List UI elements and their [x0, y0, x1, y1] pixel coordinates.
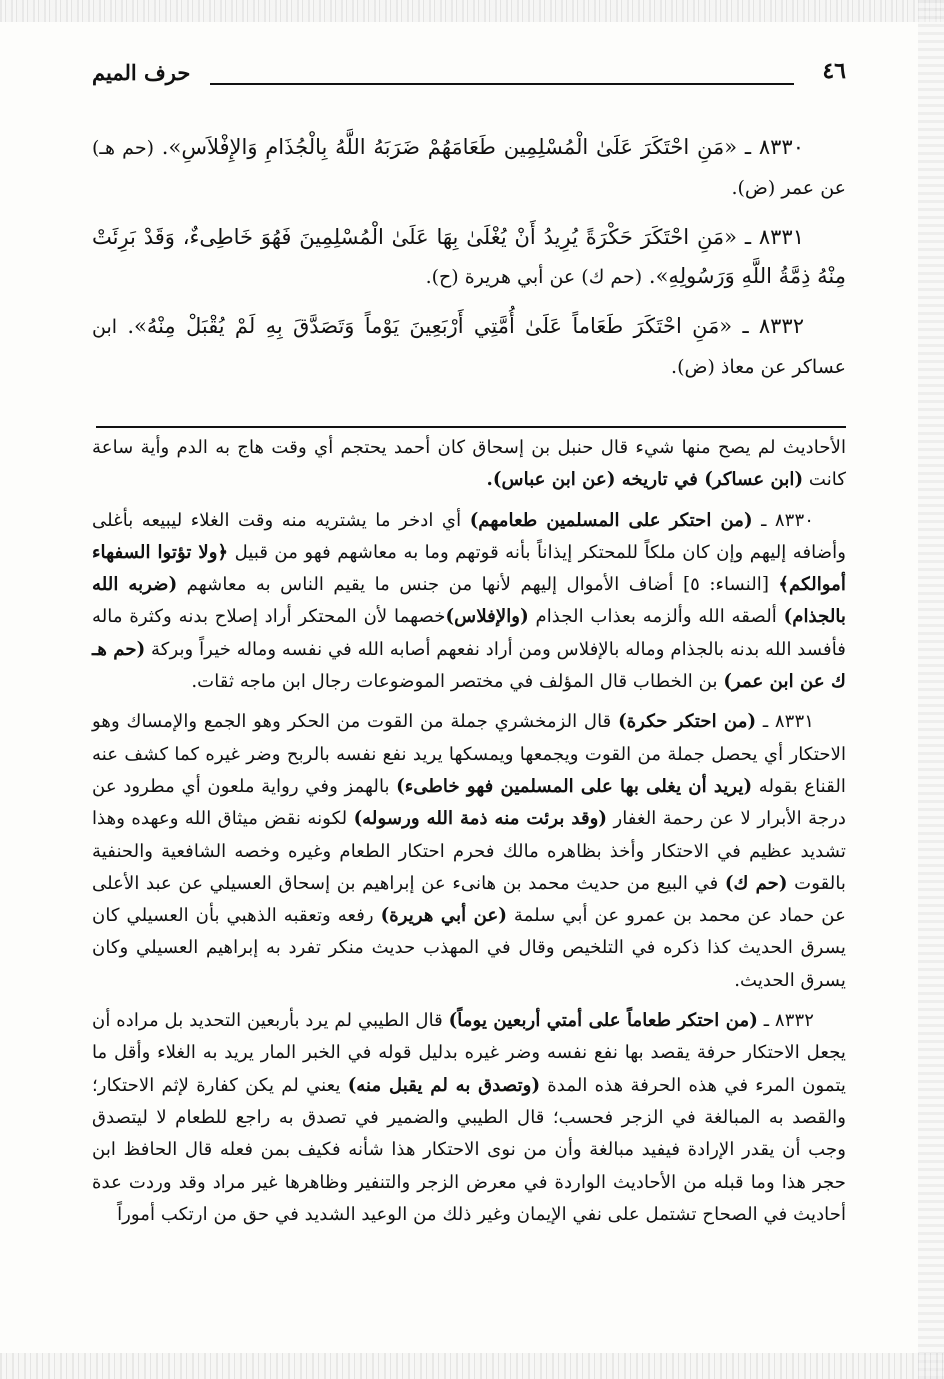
commentary-text: في البيع من حديث محمد بن هانىء عن إبراهيم بن إسحاق العسيلي عن عبد الأعلى عن حماد عن محمد بن عمرو عن أبي سلمة	[92, 872, 846, 927]
commentary-8332	[92, 1005, 846, 1231]
commentary-text: قال الزمخشري جملة من القوت من الحكر وهو الجمع والإمساك وهو الاحتكار أي يحصل جملة من القوت ويجمعها ويمسكها يريد نفع نفسه بالربح وضر غيره كما كشف عنه القناع بقوله	[92, 711, 846, 797]
hadith-text	[92, 128, 846, 397]
commentary-number: ٨٣٣٠ ـ	[761, 509, 814, 531]
hadith-entry-8332: ٨٣٣٢ ـ «مَنِ احْتَكَرَ طَعَاماً عَلَىٰ أُمَّتِي أَرْبَعِينَ يَوْماً وَتَصَدَّقَ بِهِ لَمْ يُقْبَلْ مِنْهُ». ابن عساكر عن معاذ (ض).	[92, 314, 846, 378]
hadith-source: (حم ك) عن أبي هريرة (ح).	[425, 266, 643, 288]
commentary-ref: (وتصدق به لم يقبل منه)	[347, 1074, 541, 1096]
hadith-body: «مَنِ احْتَكَرَ عَلَىٰ الْمُسْلِمِين طَعَامَهُمْ ضَرَبَهُ اللَّهُ بِالْجُذَامِ وَالإِفْلاَسِ».	[161, 135, 738, 159]
commentary-text: [النساء: ٥] أضاف الأموال إليهم لأنها من جنس ما يقيم الناس به معاشهم	[186, 574, 769, 596]
commentary-text: يعني لم يكن كفارة لإثم الاحتكار؛ والقصد به المبالغة في الزجر فحسب؛ قال الطيبي والضمير في تصدق به راجع للطعام لا ليتصدق وجب أن يقدر الإرادة فيفيد مبالغة وأن من نوى الاحتكار هذا شأنه فكيف بمن فعله قال الحافظ ابن حجر هذا وما قبله من الأحاديث الواردة في معرض الزجر والتنفير وظاهرها غير مراد وقد وردت عدة أحاديث في الصحاح تشتمل على نفي الإيمان وغير ذلك من الوعيد الشديد في حق من ارتكب أموراً	[92, 1074, 846, 1225]
hadith-entry-8330: ٨٣٣٠ ـ «مَنِ احْتَكَرَ عَلَىٰ الْمُسْلِمِين طَعَامَهُمْ ضَرَبَهُ اللَّهُ بِالْجُذَامِ وَالإِفْلاَسِ». (حم هـ) عن عمر (ض).	[92, 135, 846, 199]
commentary-ref: (يريد أن يغلى بها على المسلمين فهو خاطىء)	[396, 775, 753, 797]
hadith-entry-8331: ٨٣٣١ ـ «مَنِ احْتَكَرَ حَكْرَةً يُرِيدُ أَنْ يُغْلَىٰ بِهَا عَلَىٰ الْمُسْلِمِينَ فَهُوَ خَاطِىءٌ، وَقَدْ بَرِئَتْ مِنْهُ ذِمَّةُ اللَّهِ وَرَسُولِهِ». (حم ك) عن أبي هريرة (ح).	[92, 225, 846, 288]
commentary-number: ٨٣٣٢ ـ	[763, 1010, 814, 1032]
commentary-text: قال الطيبي لم يرد بأربعين التحديد بل مراده أن يجعل الاحتكار حرفة يقصد بها نفع نفسه وضر غيره بدليل قوله في الخبر المار يريد به الغلاء وأقل ما يتمون المرء في هذه الحرفة هذه المدة	[92, 1010, 846, 1096]
footnote-divider	[96, 426, 846, 428]
commentary-ref: (حم هـ ك عن ابن عمر)	[92, 638, 846, 693]
hadith-body: «مَنِ احْتَكَرَ طَعَاماً عَلَىٰ أُمَّتِي أَرْبَعِينَ يَوْماً وَتَصَدَّقَ بِهِ لَمْ يُقْبَلْ مِنْهُ».	[127, 314, 733, 338]
commentary-heading: (من احتكر طعاماً على أمتي أربعين يوماً)	[448, 1010, 758, 1032]
commentary-text: الأحاديث لم يصح منها شيء قال حنبل بن إسحاق كان أحمد يحتجم أي وقت هاج به الدم وأية ساعة كانت	[92, 437, 846, 491]
commentary-heading: (من احتكر على المسلمين طعامهم)	[469, 509, 753, 531]
page-header	[92, 58, 846, 98]
hadith-source: (حم هـ) عن عمر (ض).	[92, 137, 846, 199]
hadith-number: ٨٣٣٠	[758, 135, 804, 159]
commentary-ref: (والإفلاس)	[445, 606, 529, 628]
commentary-intro	[92, 432, 846, 497]
quran-quote: ﴿ولا تؤتوا السفهاء أموالكم﴾	[92, 541, 846, 596]
commentary-ref: (وقد برئت منه ذمة الله ورسوله)	[353, 808, 608, 830]
commentary-ref: (حم ك)	[724, 872, 788, 894]
commentary-text: بالهمز وفي رواية ملعون أي مطرود عن درجة الأبرار لا عن رحمة الغفار	[92, 775, 846, 830]
commentary-text: لكونه نقض ميثاق الله وعهده وهذا تشديد عظيم في الاحتكار وأخذ بظاهره مالك فحرم احتكار الطعام وغيره وخصه الشافعية والحنفية بالقوت	[92, 808, 846, 894]
header-rule	[210, 83, 794, 85]
commentary	[92, 432, 846, 1239]
commentary-text: بن الخطاب قال المؤلف في مختصر الموضوعات رجال ابن ماجه ثقات.	[191, 671, 718, 693]
page-number: ٤٦	[822, 58, 846, 84]
commentary-text: أي ادخر ما يشتريه منه وقت الغلاء ليبيعه بأغلى وأضافه إليهم وإن كان ملكاً للمحتكر إيذاناً بأنه قوتهم وما به معاشهم فهو من قبيل	[92, 509, 846, 563]
hadith-source: ابن عساكر عن معاذ (ض).	[92, 316, 846, 378]
scan-edge-bottom	[0, 1353, 944, 1379]
commentary-text: خصهما لأن المحتكر أراد إصلاح بدنه وكثرة ماله فأفسد الله بدنه بالجذام وماله بالإفلاس ومن أراد نفعهم أصابه الله في نفسه وماله خيراً وبركة	[92, 606, 846, 660]
commentary-8330	[92, 505, 846, 699]
chapter-title: حرف الميم	[92, 60, 191, 85]
commentary-number: ٨٣٣١ ـ	[762, 711, 814, 733]
scan-edge-right	[918, 0, 944, 1379]
hadith-number: ٨٣٣١	[758, 225, 804, 249]
commentary-ref: (ابن عساكر) في تاريخه (عن ابن عباس).	[486, 469, 804, 491]
hadith-body: «مَنِ احْتَكَرَ حَكْرَةً يُرِيدُ أَنْ يُغْلَىٰ بِهَا عَلَىٰ الْمُسْلِمِينَ فَهُوَ خَاطِىءٌ، وَقَدْ بَرِئَتْ مِنْهُ ذِمَّةُ اللَّهِ وَرَسُولِهِ».	[92, 225, 846, 288]
commentary-text: ألصقه الله وألزمه بعذاب الجذام	[535, 606, 777, 628]
commentary-ref: (ضربه الله بالجذام)	[92, 574, 846, 628]
commentary-heading: (من احتكر حكرة)	[618, 711, 757, 733]
commentary-ref: (عن أبي هريرة)	[380, 905, 507, 927]
hadith-number: ٨٣٣٢	[758, 314, 804, 338]
commentary-text: رفعه وتعقبه الذهبي بأن العسيلي كان يسرق الحديث كذا ذكره في التلخيص وقال في المهذب حديث منكر تفرد به إبراهيم العسيلي وكان يسرق الحديث.	[92, 905, 846, 991]
commentary-8331	[92, 706, 846, 997]
scan-edge-top	[0, 0, 944, 22]
